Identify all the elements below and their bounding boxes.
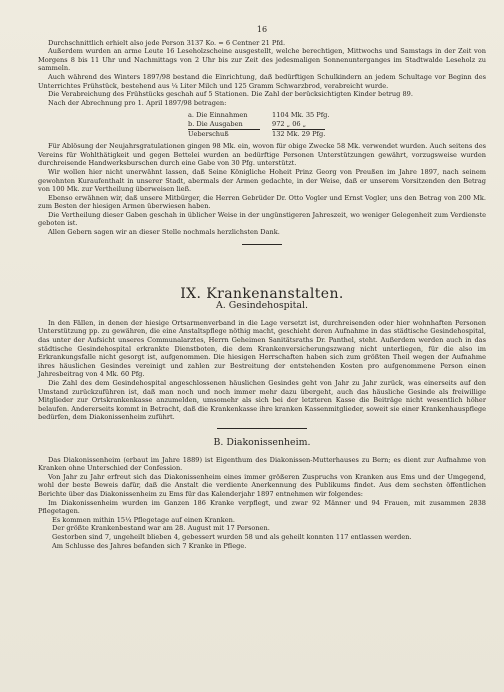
paragraph: Wir wollen hier nicht unerwähnt lassen, daß Seine Königliche Hoheit Prinz Georg von Preußen im Jahre 1897, nach seinem gewohnten Kuraufenthalt in unserer Stadt, abermals der Armen gedachte, in der Weise, daß er unserem Vorsitzenden den Betrag von 100 Mk. zur Vertheilung überweisen ließ. xyxy=(38,167,486,194)
page-number: 16 xyxy=(256,25,268,34)
subsection-title-b: B. Diakonissenheim. xyxy=(213,436,311,448)
paragraph: Die Verabreichung des Frühstücks geschah auf 5 Stationen. Die Zahl der berücksichtigten Kinder betrug 89. xyxy=(48,90,413,99)
paragraph: Das Diakonissenheim (erbaut im Jahre 1889) ist Eigenthum des Diakonissen-Mutterhauses zu Bern; es dient zur Aufnahme von Kranken ohne Unterschied der Confession. xyxy=(38,455,486,473)
paragraph: Durchschnittlich erhielt also jede Person 3137 Ko. = 6 Centner 21 Pfd. xyxy=(48,38,286,47)
section-title: IX. Krankenanstalten. xyxy=(180,285,344,302)
paragraph: Für Ablösung der Neujahrsgratulationen gingen 98 Mk. ein, wovon für obige Zwecke 58 Mk. verwendet wurden. Auch seitens des Vereins für Wohlthätigkeit und gegen Bettelei wurden an bedürftige Personen Unterstützungen gewährt, vorzugsweise wurden durchreisende Handwerksburschen durch eine Gabe von 30 Pfg. unterstützt. xyxy=(38,142,486,168)
paragraph: Im Diakonissenheim wurden im Ganzen 186 Kranke verpflegt, und zwar 92 Männer und 94 Frauen, mit zusammen 2838 Pflegetagen. xyxy=(38,498,486,516)
paragraph: Auch während des Winters 1897/98 bestand die Einrichtung, daß bedürftigen Schulkindern an jedem Schultage vor Beginn des Unterrichtes Frühstück, bestehend aus ¼ Liter Milch und 125 Gramm Schwarzbrod, verabreicht wurde. xyxy=(38,72,486,90)
paragraph: Am Schlusse des Jahres befanden sich 7 Kranke in Pflege. xyxy=(52,541,247,550)
paragraph: Die Vertheilung dieser Gaben geschah in üblicher Weise in der ungünstigeren Jahreszeit, wo weniger Gelegenheit zum Verdienste geboten ist. xyxy=(38,210,486,228)
income-row xyxy=(188,111,486,120)
paragraph: Es kommen mithin 15¼ Pflegetage auf einen Kranken. xyxy=(52,515,235,524)
surplus-value: 132 Mk. 29 Pfg. xyxy=(272,129,326,138)
expense-value: 972 „ 06 „ xyxy=(272,119,307,128)
paragraph: Die Zahl des dem Gesindehospital angeschlossenen häuslichen Gesindes geht von Jahr zu Jahr zurück, was einerseits auf den Umstand zurückzuführen ist, daß man noch und noch immer mehr dazu übergeht, auch das häusliche Gesinde als freiwillige Mitglieder zur Ortskrankenkasse anzumelden, umsomehr als sich bei der letzteren Kasse die Beiträge nicht wesentlich höher belaufen. Andererseits kommt in Betracht, daß die Krankenkasse ihre kranken Kassenmitglieder, soweit sie einer Krankenhauspflege bedürfen, dem Diakonissenheim zuführt. xyxy=(38,379,486,422)
paragraph: Ebenso erwähnen wir, daß unsere Mitbürger, die Herren Gebrüder Dr. Otto Vogler und Ernst Vogler, uns den Betrag von 200 Mk. zum Besten der hiesigen Armen überwiesen haben. xyxy=(38,193,486,211)
expense-row xyxy=(188,120,486,129)
paragraph: Außerdem wurden an arme Leute 16 Leseholzscheine ausgestellt, welche berechtigen, Mittwochs und Samstags in der Zeit von Morgens 8 bis 11 Uhr und Nachmittags von 2 Uhr bis zur Zeit des jedesmaligen Sonnenunterganges im Stadtwalde Leseholz zu sammeln. xyxy=(38,47,486,73)
paragraph: In den Fällen, in denen der hiesige Ortsarmenverband in die Lage versetzt ist, durchreisenden oder hier wohnhaften Personen Unterstützung pp. zu gewähren, die eine Anstaltspflege nöthig macht, geschieht deren Aufnahme in das städtische Gesindehospital, das unter der Aufsicht unseres Communalarztes, Herrn Geheimen Sanitätsraths Dr. Panthel, steht. Außerdem werden auch in das städtische Gesindehospital erkrankte Dienstboten, die dem Krankenversicherungszwang nicht unterliegen, für die also im Erkrankungsfalle nicht gesorgt ist, aufgenommen. Die hiesigen Herrschaften haben sich zum größten Theil wegen der Aufnahme ihres häuslichen Gesindes vereinigt und zahlen zur Bestreitung der entstehenden Kosten pro aufgenommene Person einen Jahresbeitrag von 4 Mk. 60 Pfg. xyxy=(38,318,486,379)
paragraph: Gestorben sind 7, ungeheilt blieben 4, gebessert wurden 58 und als geheilt konnten 117 entlassen werden. xyxy=(52,532,412,541)
paragraph: Von Jahr zu Jahr erfreut sich das Diakonissenheim eines immer größeren Zuspruchs von Kranken aus Ems und der Umgegend, wohl der beste Beweis dafür, daß die Anstalt die verdiente Anerkennung des Publikums findet. Aus dem sechsten öffentlichen Berichte über das Diakonissenheim zu Ems für das Kalenderjahr 1897 entnehmen wir folgendes: xyxy=(38,472,486,498)
surplus-row xyxy=(188,129,486,139)
paragraph: Der größte Krankenbestand war am 28. August mit 17 Personen. xyxy=(52,524,270,533)
surplus-label: Ueberschuß xyxy=(188,129,260,139)
paragraph: Nach der Abrechnung pro 1. April 1897/98 betragen: xyxy=(48,98,227,107)
account-summary xyxy=(188,111,486,138)
section-divider xyxy=(242,244,282,245)
expense-label: b. Die Ausgaben xyxy=(188,119,243,128)
subsection-title-a: A. Gesindehospital. xyxy=(216,300,308,312)
paragraph: Allen Gebern sagen wir an dieser Stelle nochmals herzlichsten Dank. xyxy=(48,228,280,237)
subsection-divider xyxy=(217,428,307,429)
income-value: 1104 Mk. 35 Pfg. xyxy=(272,111,330,120)
income-label: a. Die Einnahmen xyxy=(188,111,248,120)
